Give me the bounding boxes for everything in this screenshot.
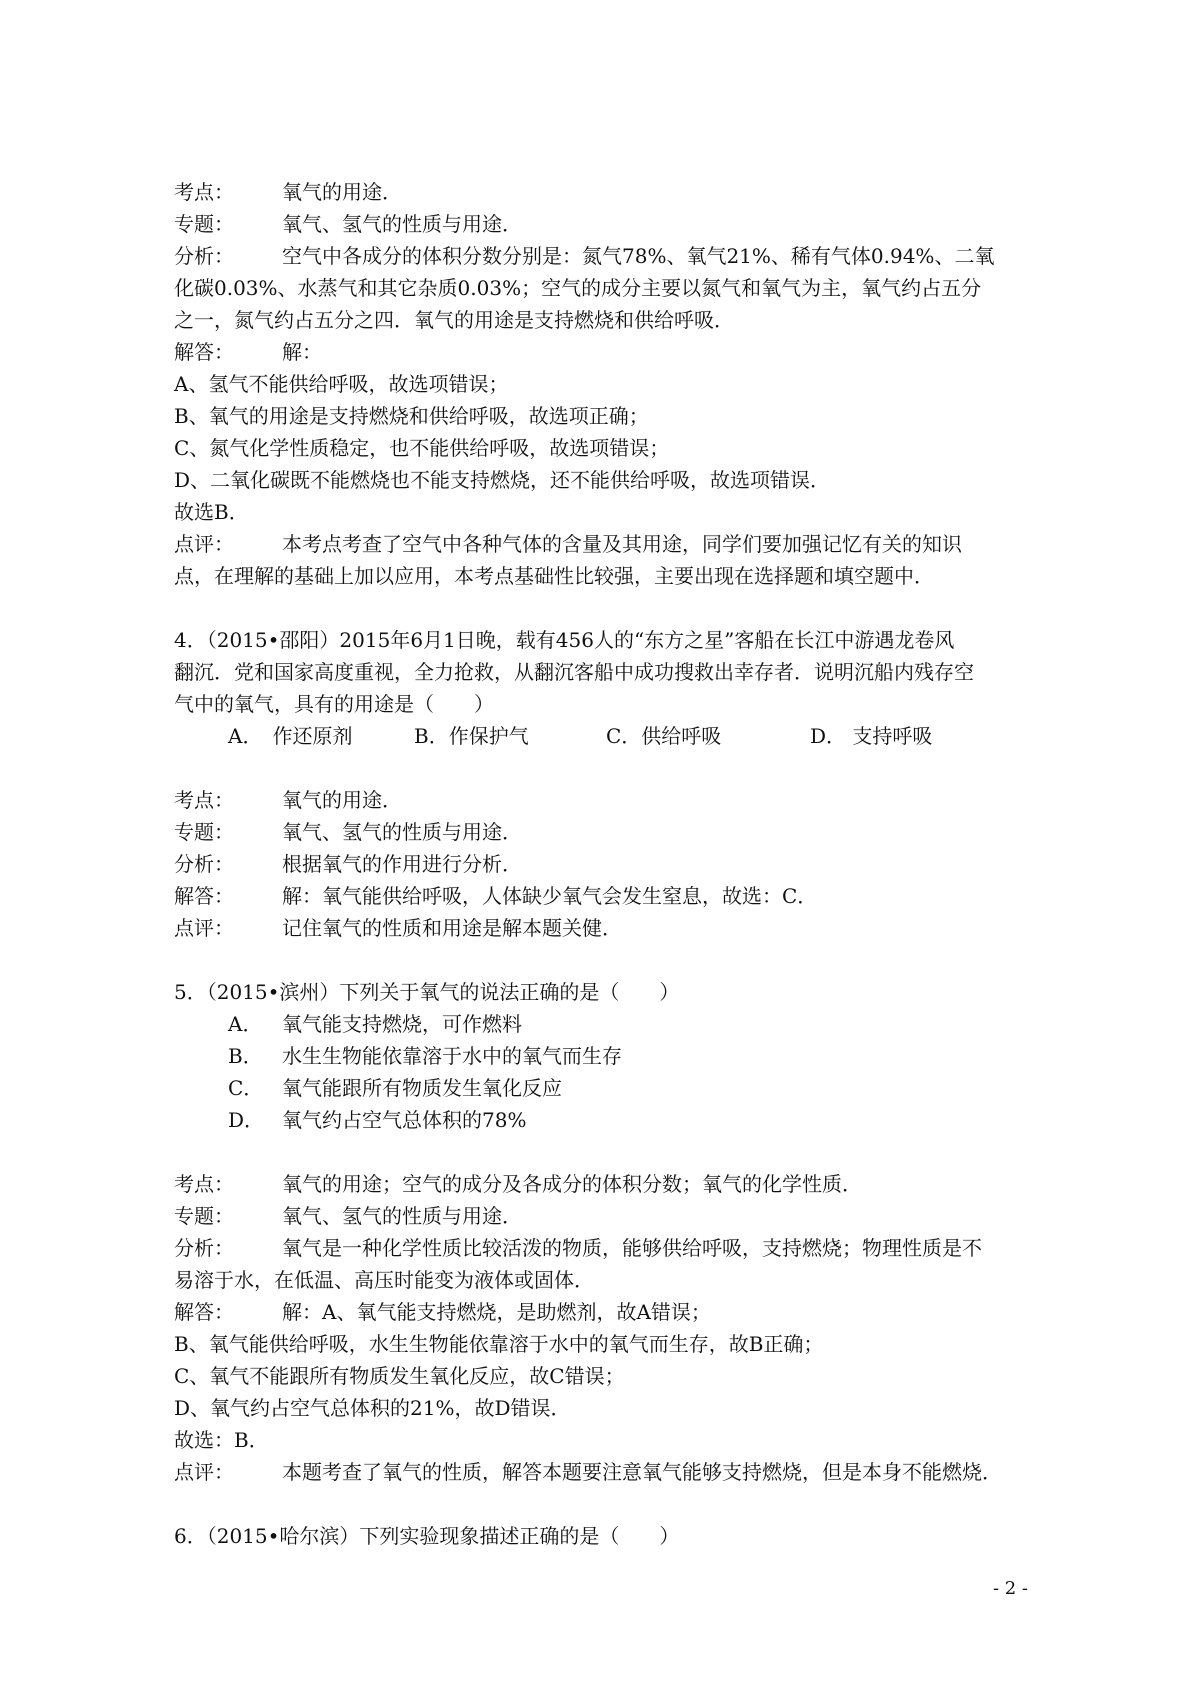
q3-jieda-line-4: D、二氧化碳既不能燃烧也不能支持燃烧，还不能供给呼吸，故选项错误． [174,468,831,492]
q5-jieda-line-3: D、氧气约占空气总体积的21%，故D错误． [174,1396,571,1420]
q4-options [174,720,1034,752]
q3-jieda-line-2: B、氧气的用途是支持燃烧和供给呼吸，故选项正确； [174,404,649,428]
q4-question-line-3: 气中的氧气，具有的用途是（ ） [174,692,494,716]
q3-fenxi-line-3: 之一，氮气约占五分之四．氧气的用途是支持燃烧和供给呼吸． [174,308,734,332]
q5-option-c [174,1072,1034,1104]
q4-kaodian-row [174,784,1034,816]
q3-fenxi-label: 分析： [174,244,234,268]
q4-kaodian-text: 氧气的用途． [282,788,402,812]
spacer [174,752,1034,784]
q3-jieda-line-5: 故选B． [174,500,249,524]
q4-dianping-label: 点评： [174,916,234,940]
q4-jieda-row [174,880,1034,912]
q3-kaodian-text: 氧气的用途． [282,180,402,204]
q4-fenxi-row [174,848,1034,880]
q3-jieda-text: 解： [282,340,322,364]
q3-dianping-label: 点评： [174,532,234,556]
q4-option-b: B．作保护气 [414,724,529,748]
q4-question-line-2: 翻沉．党和国家高度重视，全力抢救，从翻沉客船中成功搜救出幸存者．说明沉船内残存空 [174,660,974,684]
q3-jieda-row [174,336,1034,368]
q5-option-c-letter: C． [228,1076,264,1100]
q4-option-d: D． 支持呼吸 [810,724,933,748]
spacer [174,592,1034,624]
q3-kaodian-label: 考点： [174,180,234,204]
q4-option-c: C．供给呼吸 [606,724,722,748]
q5-kaodian-text: 氧气的用途；空气的成分及各成分的体积分数；氧气的化学性质． [282,1172,862,1196]
q4-question-line-1: 4．（2015•邵阳）2015年6月1日晚，载有456人的“东方之星”客船在长江中游遇龙卷风 [174,628,955,652]
q3-zhuanti-text: 氧气、氢气的性质与用途． [282,212,522,236]
q5-jieda-label: 解答： [174,1300,234,1324]
spacer [174,1136,1034,1168]
q5-option-a [174,1008,1034,1040]
q3-fenxi-line-1: 空气中各成分的体积分数分别是：氮气78%、氧气21%、稀有气体0.94%、二氧 [282,244,995,268]
q5-fenxi-line-2: 易溶于水，在低温、高压时能变为液体或固体． [174,1268,594,1292]
q4-fenxi-label: 分析： [174,852,234,876]
q3-jieda-line-1: A、氢气不能供给呼吸，故选项错误； [174,372,509,396]
q3-dianping-line-2: 点，在理解的基础上加以应用，本考点基础性比较强，主要出现在选择题和填空题中． [174,564,934,588]
q5-fenxi-line-1: 氧气是一种化学性质比较活泼的物质，能够供给呼吸，支持燃烧；物理性质是不 [282,1236,982,1260]
q4-dianping-row [174,912,1034,944]
q5-question: 5．（2015•滨州）下列关于氧气的说法正确的是（ ） [174,980,680,1004]
q5-dianping-row [174,1456,1034,1488]
spacer [174,944,1034,976]
q4-zhuanti-row [174,816,1034,848]
q5-option-d-letter: D． [228,1108,265,1132]
q5-dianping-text: 本题考查了氧气的性质，解答本题要注意氧气能够支持燃烧，但是本身不能燃烧． [282,1460,1002,1484]
document-page [174,176,1034,1552]
q5-option-a-letter: A． [228,1012,263,1036]
q3-jieda-label: 解答： [174,340,234,364]
q5-jieda-line-2: C、氧气不能跟所有物质发生氧化反应，故C错误； [174,1364,625,1388]
q5-option-b [174,1040,1034,1072]
q5-fenxi-row [174,1232,1034,1264]
q4-zhuanti-label: 专题： [174,820,234,844]
q5-dianping-label: 点评： [174,1460,234,1484]
q5-option-d [174,1104,1034,1136]
q5-option-a-text: 氧气能支持燃烧，可作燃料 [282,1012,522,1036]
q3-jieda-line-3: C、氮气化学性质稳定，也不能供给呼吸，故选项错误； [174,436,670,460]
page-number: - 2 - [992,1578,1028,1599]
q4-fenxi-text: 根据氧气的作用进行分析． [282,852,522,876]
q5-option-b-text: 水生生物能依靠溶于水中的氧气而生存 [282,1044,622,1068]
q3-dianping-line-1: 本考点考查了空气中各种气体的含量及其用途，同学们要加强记忆有关的知识 [282,532,962,556]
q5-jieda-text: 解：A、氧气能支持燃烧，是助燃剂，故A错误； [282,1300,711,1324]
q5-zhuanti-row [174,1200,1034,1232]
q5-kaodian-label: 考点： [174,1172,234,1196]
q6-question: 6．（2015•哈尔滨）下列实验现象描述正确的是（ ） [174,1524,680,1548]
spacer [174,1488,1034,1520]
q5-jieda-row [174,1296,1034,1328]
q5-kaodian-row [174,1168,1034,1200]
q5-jieda-line-4: 故选：B． [174,1428,269,1452]
q5-zhuanti-text: 氧气、氢气的性质与用途． [282,1204,522,1228]
q3-fenxi-line-2: 化碳0.03%、水蒸气和其它杂质0.03%；空气的成分主要以氮气和氧气为主，氧气约占五分 [174,276,982,300]
q5-fenxi-label: 分析： [174,1236,234,1260]
q3-kaodian-row [174,176,1034,208]
q3-zhuanti-label: 专题： [174,212,234,236]
q5-option-d-text: 氧气约占空气总体积的78% [282,1108,527,1132]
q4-jieda-label: 解答： [174,884,234,908]
q4-dianping-text: 记住氧气的性质和用途是解本题关健． [282,916,622,940]
q5-zhuanti-label: 专题： [174,1204,234,1228]
q4-option-a: A． 作还原剂 [228,724,353,748]
q4-jieda-text: 解：氧气能供给呼吸，人体缺少氧气会发生窒息，故选：C． [282,884,818,908]
q5-option-c-text: 氧气能跟所有物质发生氧化反应 [282,1076,562,1100]
q4-kaodian-label: 考点： [174,788,234,812]
q4-zhuanti-text: 氧气、氢气的性质与用途． [282,820,522,844]
q3-zhuanti-row [174,208,1034,240]
q5-option-b-letter: B． [228,1044,263,1068]
q3-fenxi-row [174,240,1034,272]
q5-jieda-line-1: B、氧气能供给呼吸，水生生物能依靠溶于水中的氧气而生存，故B正确； [174,1332,824,1356]
q3-dianping-row [174,528,1034,560]
